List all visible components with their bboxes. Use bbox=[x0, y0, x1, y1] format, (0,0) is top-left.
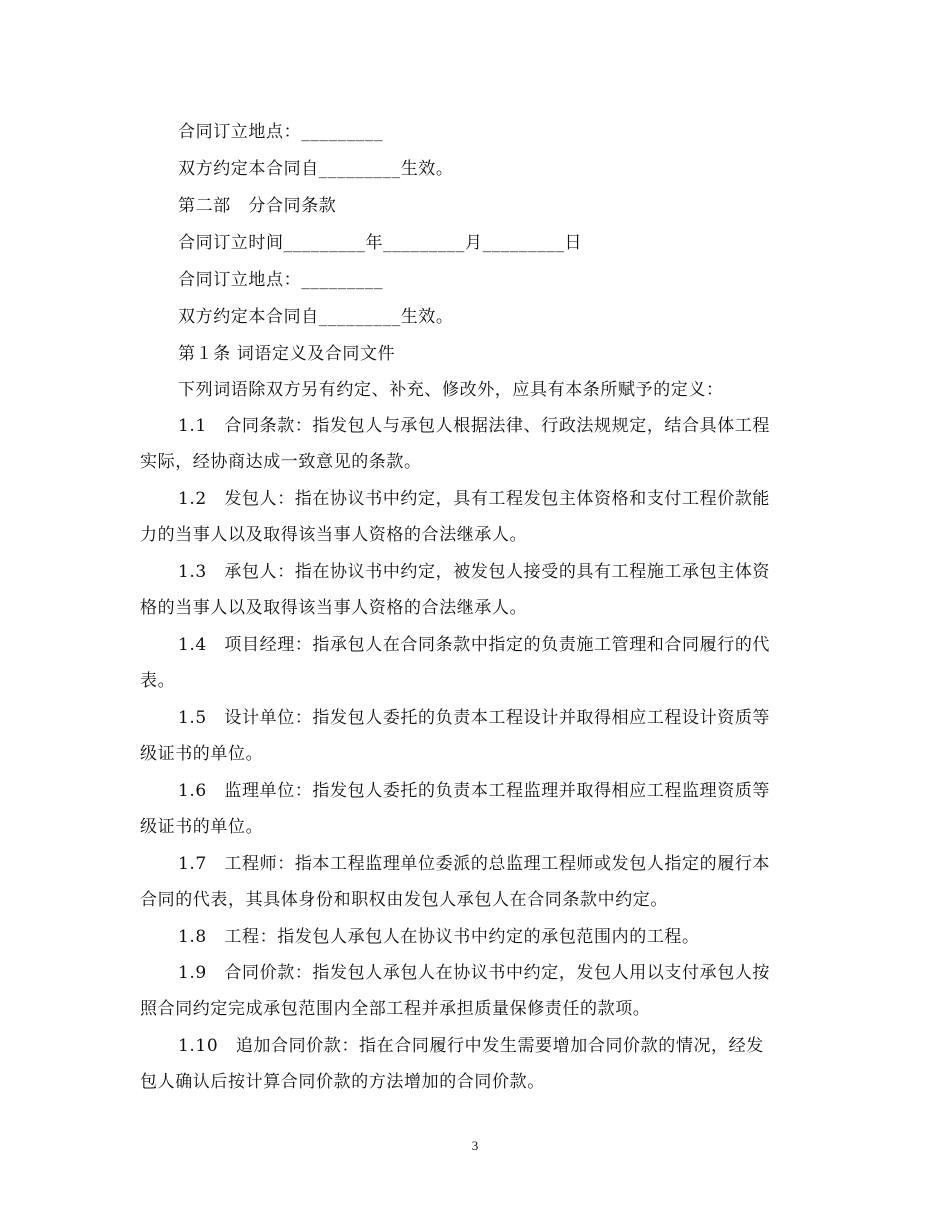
clause-1-3: 1.3 承包人：指在协议书中约定，被发包人接受的具有工程施工承包主体资 bbox=[178, 562, 771, 582]
contract-place-line: 合同订立地点：_________ bbox=[178, 270, 384, 290]
clause-1-2: 1.2 发包人：指在协议书中约定，具有工程发包主体资格和支付工程价款能 bbox=[178, 489, 771, 509]
clause-1-2-cont: 力的当事人以及取得该当事人资格的合法继承人。 bbox=[140, 525, 528, 545]
clause-1-6-cont: 级证书的单位。 bbox=[140, 817, 264, 837]
section-heading: 第二部 分合同条款 bbox=[178, 196, 337, 216]
clause-1-3-cont: 格的当事人以及取得该当事人资格的合法继承人。 bbox=[140, 598, 528, 618]
contract-place-line: 合同订立地点：_________ bbox=[178, 122, 384, 142]
clause-1-7-cont: 合同的代表，其具体身份和职权由发包人承包人在合同条款中约定。 bbox=[140, 890, 668, 910]
clause-1-7: 1.7 工程师：指本工程监理单位委派的总监理工程师或发包人指定的履行本 bbox=[178, 854, 771, 874]
clause-1-5-cont: 级证书的单位。 bbox=[140, 744, 264, 764]
effective-date-line: 双方约定本合同自_________生效。 bbox=[178, 307, 454, 327]
effective-date-line: 双方约定本合同自_________生效。 bbox=[178, 159, 454, 179]
clause-1-1-cont: 实际，经协商达成一致意见的条款。 bbox=[140, 452, 422, 472]
page-number: 3 bbox=[471, 1138, 479, 1153]
clause-1-4: 1.4 项目经理：指承包人在合同条款中指定的负责施工管理和合同履行的代 bbox=[178, 635, 771, 655]
clause-1-10-cont: 包人确认后按计算合同价款的方法增加的合同价款。 bbox=[140, 1072, 545, 1092]
article-heading: 第１条 词语定义及合同文件 bbox=[178, 344, 396, 364]
clause-1-1: 1.1 合同条款：指发包人与承包人根据法律、行政法规规定，结合具体工程 bbox=[178, 416, 771, 436]
clause-1-9: 1.9 合同价款：指发包人承包人在协议书中约定，发包人用以支付承包人按 bbox=[178, 963, 771, 983]
clause-1-10: 1.10 追加合同价款：指在合同履行中发生需要增加合同价款的情况，经发 bbox=[178, 1036, 764, 1056]
clause-1-8: 1.8 工程：指发包人承包人在协议书中约定的承包范围内的工程。 bbox=[178, 927, 700, 947]
contract-date-line: 合同订立时间_________年_________月_________日 bbox=[178, 233, 583, 253]
clause-1-5: 1.5 设计单位：指发包人委托的负责本工程设计并取得相应工程设计资质等 bbox=[178, 708, 771, 728]
paragraph-line: 下列词语除双方另有约定、补充、修改外，应具有本条所赋予的定义： bbox=[178, 380, 724, 400]
clause-1-9-cont: 照合同约定完成承包范围内全部工程并承担质量保修责任的款项。 bbox=[140, 999, 651, 1019]
clause-1-4-cont: 表。 bbox=[140, 671, 176, 691]
clause-1-6: 1.6 监理单位：指发包人委托的负责本工程监理并取得相应工程监理资质等 bbox=[178, 781, 771, 801]
